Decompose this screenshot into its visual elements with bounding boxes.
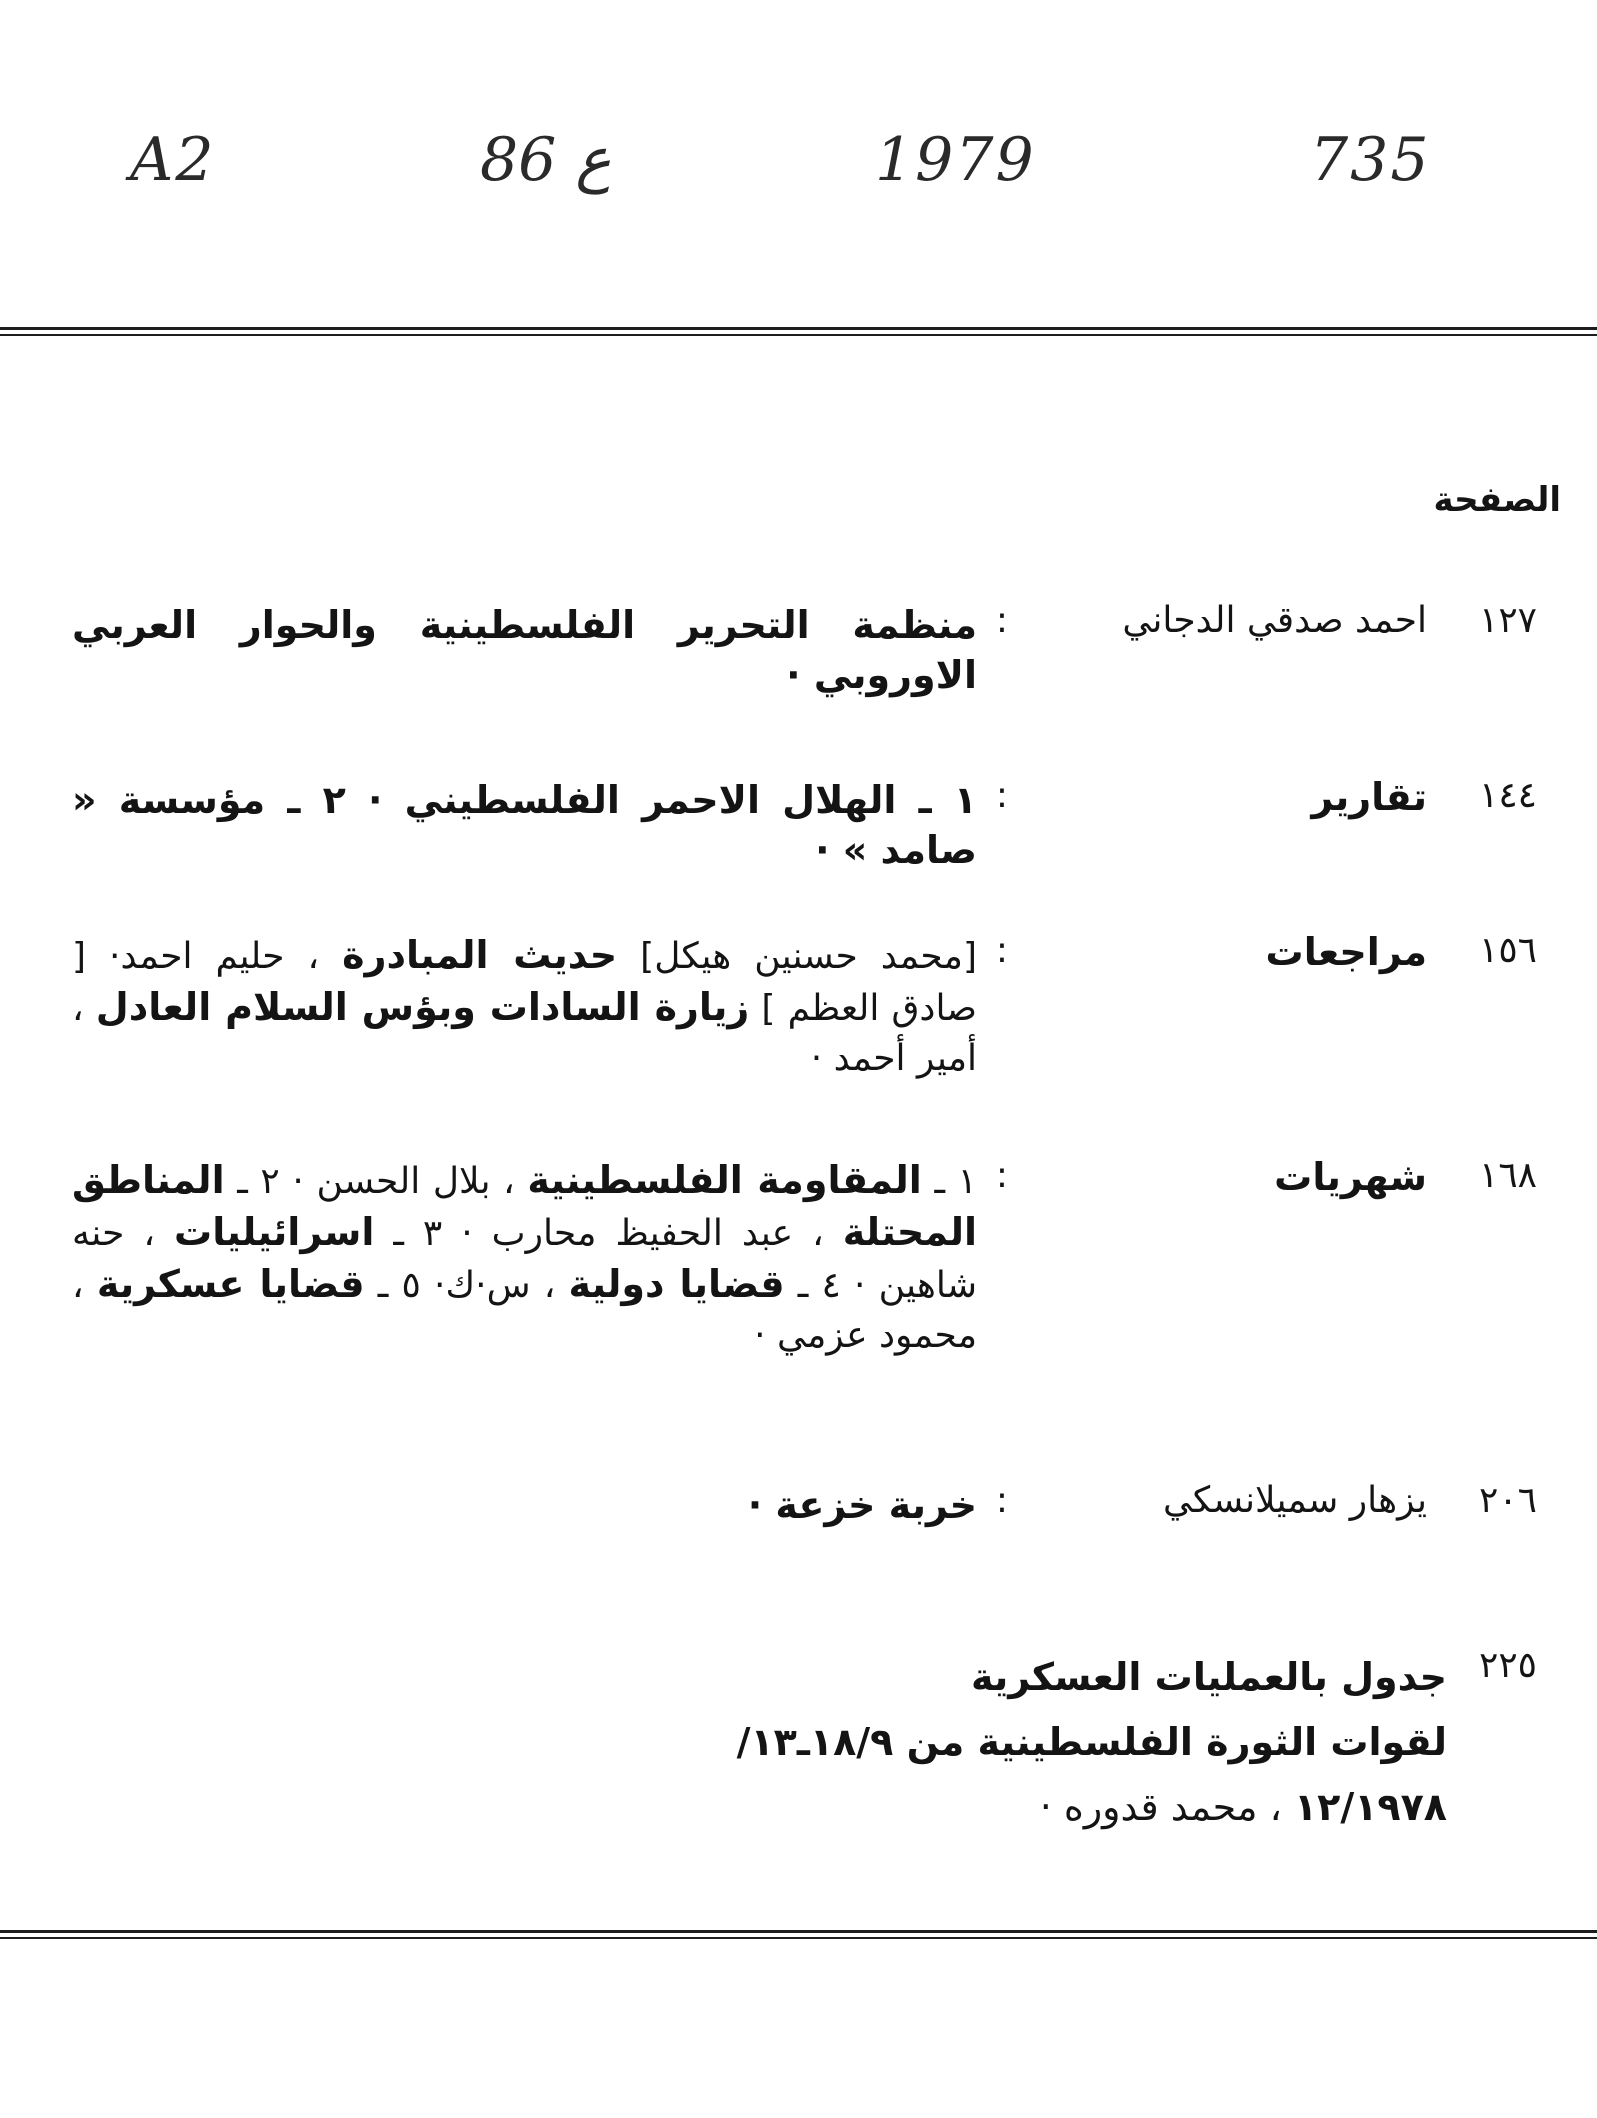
entry-author: احمد صدقي الدجاني [1122, 600, 1427, 641]
page-column-heading: الصفحة [1433, 480, 1561, 520]
page-number: ٢٠٦ [1478, 1480, 1537, 1521]
entry-separator: : [995, 1480, 1009, 1521]
monthly-topic: المقاومة الفلسطينية [527, 1158, 922, 1202]
entry-separator: : [995, 600, 1009, 641]
monthly-author: ، عبد الحفيظ محارب · ٣ ـ [374, 1213, 843, 1254]
handwritten-code: A2 [130, 125, 216, 195]
review-reviewer: ، حليم احمد· [ صادق العظم ] [72, 936, 978, 1029]
report-item: ١ ـ الهلال الاحمر الفلسطيني · [345, 778, 977, 822]
monthly-number: ١ ـ [921, 1161, 978, 1202]
monthly-topic: قضايا دولية [568, 1262, 785, 1306]
page-number: ١٦٨ [1478, 1155, 1537, 1196]
monthly-author: ، محمود عزمي · [72, 1265, 977, 1356]
entry-title-line: لقوات الثورة الفلسطينية من ١٨/٩ـ١٣/ [736, 1720, 1447, 1764]
entry-author: ، محمد قدوره · [1039, 1785, 1294, 1829]
bottom-double-rule [0, 1930, 1597, 1939]
entry-title-block [547, 1645, 1447, 1840]
handwritten-issue: 86 ع [480, 125, 612, 195]
entry-author: يزهار سميلانسكي [1162, 1480, 1427, 1521]
monthly-author: ، حنه شاهين · ٤ ـ [72, 1213, 978, 1306]
entry-reviews [72, 930, 977, 1084]
top-double-rule [0, 327, 1597, 336]
entry-title-line: جدول بالعمليات العسكرية [970, 1655, 1447, 1699]
entry-title: منظمة التحرير الفلسطينية والحوار العربي الاوروبي · [72, 603, 977, 697]
page-number: ٢٢٥ [1478, 1645, 1537, 1686]
entry-section: تقارير [1311, 775, 1427, 819]
review-author: [محمد حسنين هيكل] [617, 936, 977, 977]
entry-separator: : [995, 775, 1009, 816]
entry-separator: : [995, 1155, 1009, 1196]
page-number: ١٤٤ [1478, 775, 1537, 816]
handwritten-year: 1979 [875, 125, 1036, 195]
entry-monthlies [72, 1155, 977, 1361]
monthly-topic: قضايا عسكرية [96, 1262, 365, 1306]
review-reviewer: ، أمير أحمد · [72, 988, 977, 1079]
review-book-title: زيارة السادات وبؤس السلام العادل [95, 985, 750, 1029]
entry-section: مراجعات [1265, 930, 1427, 974]
monthly-author: ، س·ك· ٥ ـ [364, 1265, 569, 1306]
review-book-title: حديث المبادرة [342, 933, 618, 977]
handwritten-number: 735 [1310, 125, 1431, 195]
monthly-topic: المناطق المحتلة [72, 1158, 977, 1254]
page-number: ١٥٦ [1478, 930, 1537, 971]
entry-title-line [547, 1775, 1447, 1840]
entry-items [72, 775, 977, 875]
page-number: ١٢٧ [1478, 600, 1537, 641]
entry-separator: : [995, 930, 1009, 971]
report-item: ٢ ـ مؤسسة « صامد » · [72, 778, 977, 872]
monthly-topic: اسرائيليات [174, 1210, 375, 1254]
entry-section: شهريات [1274, 1155, 1427, 1199]
monthly-author: ، بلال الحسن · ٢ ـ [224, 1161, 528, 1202]
entry-title: خربة خزعة · [747, 1483, 977, 1527]
entry-date: ١٢/١٩٧٨ [1293, 1785, 1447, 1829]
